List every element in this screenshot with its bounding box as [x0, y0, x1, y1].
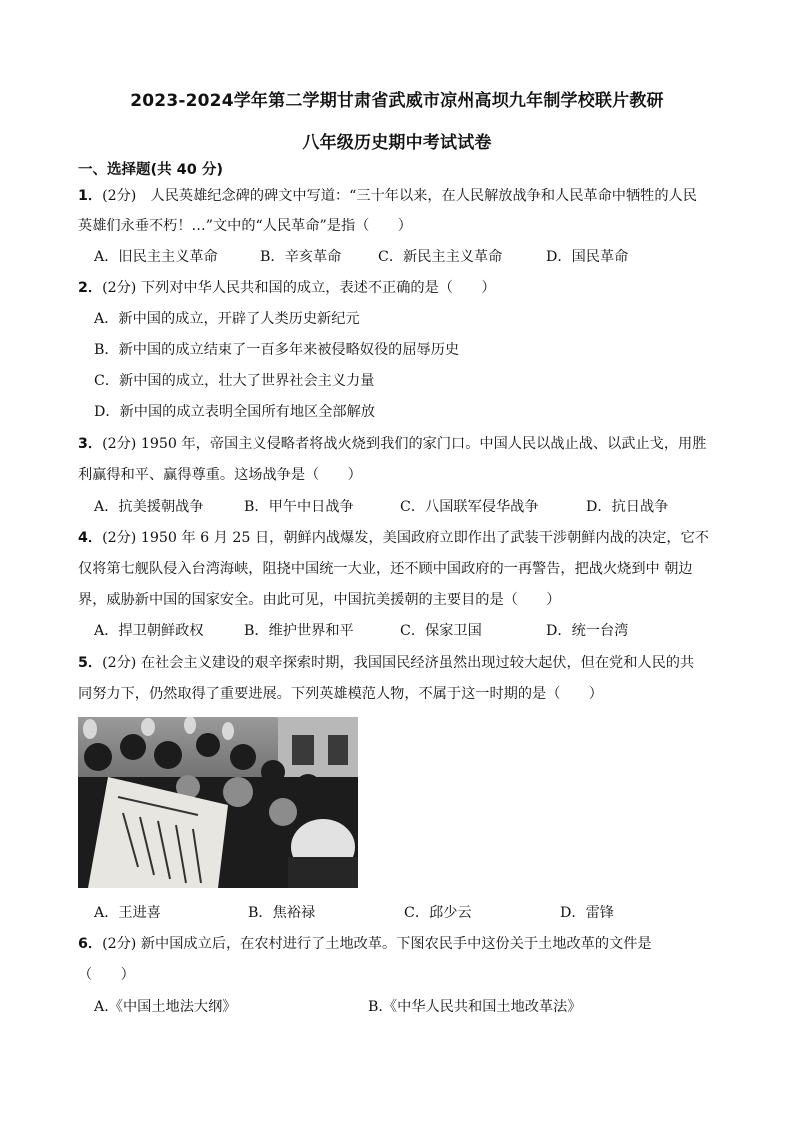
question-2: [78, 278, 496, 298]
option-b: B.《中华人民共和国土地改革法》: [368, 999, 582, 1015]
question-number: 5．: [78, 655, 103, 671]
question-6-line2: （ ）: [78, 967, 135, 983]
option-a: A．新中国的成立，开辟了人类历史新纪元: [94, 311, 360, 327]
option-c: C．邱少云: [404, 905, 472, 921]
option-b: B．焦裕禄: [248, 905, 316, 921]
question-1: [78, 186, 697, 206]
historical-photo: [78, 717, 358, 888]
option-c: C．新中国的成立，壮大了世界社会主义力量: [94, 373, 375, 389]
question-text: (2分) 在社会主义建设的艰辛探索时期，我国国民经济虽然出现过较大起伏，但在党和人民的共: [102, 655, 695, 671]
question-text: (2分) 新中国成立后，在农村进行了土地改革。下图农民手中这份关于土地改革的文件是: [102, 936, 652, 952]
option-b: B．甲午中日战争: [244, 499, 354, 515]
option-b: B．维护世界和平: [244, 623, 354, 639]
option-d: D．统一台湾: [546, 623, 629, 639]
question-number: 1．: [78, 188, 103, 204]
option-d: D．抗日战争: [586, 499, 669, 515]
option-a: A．旧民主主义革命: [94, 249, 218, 265]
question-number: 3．: [78, 436, 103, 452]
section-heading: 一、选择题(共 40 分): [78, 162, 224, 178]
question-number: 2．: [78, 280, 103, 296]
question-5-line2: 同努力下，仍然取得了重要进展。下列英雄模范人物，不属于这一时期的是（ ）: [78, 686, 603, 702]
question-1-line2: 英雄们永垂不朽！…”文中的“人民革命”是指（ ）: [78, 218, 412, 234]
question-number: 6．: [78, 936, 103, 952]
option-a: A．捍卫朝鲜政权: [94, 623, 204, 639]
photo-illustration: [78, 717, 358, 888]
question-number: 4．: [78, 530, 103, 546]
option-a: A．抗美援朝战争: [94, 499, 204, 515]
option-c: C．保家卫国: [400, 623, 482, 639]
question-4-line2: 仅将第七舰队侵入台湾海峡，阻挠中国统一大业，还不顾中国政府的一再警告，把战火烧到中 朝边: [78, 561, 693, 577]
option-a: A.《中国土地法大纲》: [94, 999, 237, 1015]
option-a: A．王进喜: [94, 905, 161, 921]
option-d: D．国民革命: [546, 249, 629, 265]
question-4: [78, 528, 709, 548]
option-c: C．八国联军侵华战争: [400, 499, 539, 515]
question-text: (2分) 下列对中华人民共和国的成立，表述不正确的是（ ）: [102, 280, 496, 296]
question-text: (2分) 1950 年，帝国主义侵略者将战火烧到我们的家门口。中国人民以战止战、以武止戈，用胜: [102, 436, 707, 452]
question-4-line3: 界，威胁新中国的国家安全。由此可见，中国抗美援朝的主要目的是（ ）: [78, 592, 561, 608]
question-text: (2分) 1950 年 6 月 25 日，朝鲜内战爆发，美国政府立即作出了武装干涉朝鲜内战的决定，它不: [102, 530, 709, 546]
option-c: C．新民主主义革命: [378, 249, 503, 265]
exam-title-line1: 2023-2024学年第二学期甘肃省武威市凉州高坝九年制学校联片教研: [130, 91, 664, 111]
option-b: B．新中国的成立结束了一百多年来被侵略奴役的屈辱历史: [94, 342, 460, 358]
option-d: D．雷锋: [560, 905, 614, 921]
question-5: [78, 653, 694, 673]
option-d: D．新中国的成立表明全国所有地区全部解放: [94, 404, 375, 420]
question-6: [78, 934, 652, 954]
question-text: (2分) 人民英雄纪念碑的碑文中写道：“三十年以来，在人民解放战争和人民革命中牺牲的人民: [102, 188, 697, 204]
option-b: B．辛亥革命: [260, 249, 342, 265]
question-3-line2: 利赢得和平、赢得尊重。这场战争是（ ）: [78, 467, 362, 483]
question-3: [78, 434, 706, 454]
exam-title-line2: 八年级历史期中考试试卷: [302, 133, 492, 153]
